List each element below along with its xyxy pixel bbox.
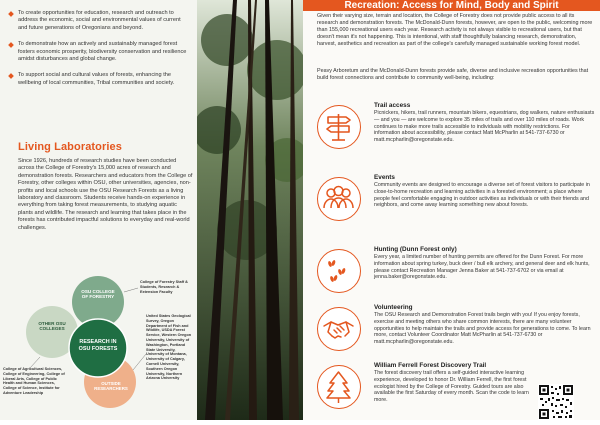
diagram-label-center: RESEARCH IN OSU FORESTS <box>78 339 118 352</box>
list-item <box>317 246 597 306</box>
item-title: Hunting (Dunn Forest only) <box>374 246 457 253</box>
bullet-diamond-icon <box>8 42 14 48</box>
living-laboratories-paragraph: Since 1926, hundreds of research studies have been conducted across the College of Forestry's 15,000 acres of research and demonstration forests. Researchers and educators from the College of Forestry, other colleges within OSU, other universities, agencies, non-profits and local schools use the OSU Research Forests as a living laboratory and classroom. Students receive hands-on experience in everything from taking forest measurements, to studying aquatic plants and wildlife. The research and learning that takes place in the forests has contributed impactful solutions to everyday and real-world challenges. <box>18 158 193 231</box>
item-body: The forest discovery trail offers a self-guided interactive learning experience, developed to honor Dr. William Ferrell, the first forest ecologist hired by the College of Forestry. Guided tours are also available the first Saturday of every month. Scan the code to learn more. <box>374 370 529 404</box>
left-column <box>0 0 197 420</box>
list-item <box>317 304 597 364</box>
item-body: Picnickers, hikers, trail runners, mountain bikers, equestrians, dog walkers, nature enthusiasts — and you — are welcome to explore 35 miles of trails and over 110 miles of roads. Work continues to make more trails accessible to individuals with mobility restrictions. For information about accessibility, please contact Matt McPharlin at 541-737-6730 or matt.mcpharlin@oregonstate.edu. <box>374 110 595 144</box>
diagram-label-left: OTHER OSU COLLEGES <box>38 321 66 331</box>
qr-code-image <box>538 384 574 420</box>
item-title: Events <box>374 174 395 181</box>
research-partners-diagram <box>0 272 197 420</box>
qr-code[interactable] <box>538 384 574 420</box>
list-item: To demonstrate how an actively and sustainably managed forest fosters economic prosperity, biodiversity conservation and resilience amidst disturbances and global change. <box>18 41 191 63</box>
section-title-living-laboratories: Living Laboratories <box>18 141 122 153</box>
recreation-title: Recreation: Access for Mind, Body and Spirit <box>303 0 600 11</box>
list-item <box>317 102 597 162</box>
diagram-note-top: College of Forestry Staff & Students, Research & Extension Faculty <box>140 280 188 294</box>
forest-trees-image <box>197 0 303 420</box>
item-body: Community events are designed to encourage a diverse set of forest visitors to participate in close-to-home recreation and learning activities in a forested environment; a place where people feel comfortable engaging in outdoor activities as individuals or with their friends and neighbors, and come away learning something new about forests. <box>374 182 590 209</box>
forest-photo <box>197 0 303 420</box>
handshake-icon <box>317 307 361 351</box>
list-item <box>317 174 597 234</box>
bullet-diamond-icon <box>8 74 14 80</box>
goals-list <box>0 10 197 96</box>
diagram-label-top: OSU COLLEGE OF FORESTRY <box>81 289 115 299</box>
item-body: The OSU Research and Demonstration Forest trails begin with you! If you enjoy forests, exercise and meeting others who share common interests, there are many volunteer opportunities to help maintain the trails and provide access for generations to come. To learn more, contact Volunteer Coordinator Matt McPharlin at 541-737-6730 or matt.mcpharlin@oregonstate.edu. <box>374 312 591 346</box>
recreation-intro-2: Peavy Arboretum and the McDonald-Dunn forests provide safe, diverse and inclusive recreation opportunities that build forest connections and contribute to community well-being, including: <box>317 68 589 81</box>
list-item: To create opportunities for education, research and outreach to address the economic, social and environmental values of current and future generations of Oregonians and beyond. <box>18 10 191 32</box>
diagram-label-bottom: OUTSIDE RESEARCHERS <box>94 381 128 391</box>
signpost-icon <box>317 105 361 149</box>
item-body: Every year, a limited number of hunting permits are offered for the Dunn Forest. For more information about spring turkey, buck deer / bull elk archery, and general deer and elk hunts, please contact Recreation Manager Jenna Baker at 541-737-6702 or via email at jenna.baker@oregonstate.edu. <box>374 254 590 281</box>
diagram-note-right: United States Geological Survey, Oregon Department of Fish and Wildlife, USDA Forest Service, Western Oregon University, University of Washington, Portland State University, University of Montana, University of Calgary, Cornell University, Southern Oregon University, Northern Arizona University <box>146 314 192 381</box>
list-item: To support social and cultural values of forests, enhancing the wellbeing of local communities, Tribal communities and society. <box>18 72 191 87</box>
recreation-intro: Given their varying size, terrain and location, the College of Forestry does not provide public access to all its research and demonstration forests. The McDonald-Dunn forests, however, are open to the public, welcoming more than 155,000 recreational users each year. Research activity is not always visible to recreational users, but that doesn't mean it's not happening. This is intentional, with staff thoughtfully balancing research, demonstration, harvest, aesthetics and recreation as part of the college's carefully managed sustainable working forest model. <box>317 13 593 47</box>
bullet-diamond-icon <box>8 11 14 17</box>
item-title: Volunteering <box>374 304 413 311</box>
hoofprints-icon <box>317 249 361 293</box>
diagram-note-left: College of Agricultural Sciences, College of Engineering, College of Liberal Arts, College of Public Health and Human Sciences, College of Science, Institute for Adventure Leadership <box>3 367 65 395</box>
item-title: William Ferrell Forest Discovery Trail <box>374 362 487 369</box>
tree-icon <box>317 365 361 409</box>
right-column <box>303 0 600 420</box>
people-group-icon <box>317 177 361 221</box>
item-title: Trail access <box>374 102 411 109</box>
